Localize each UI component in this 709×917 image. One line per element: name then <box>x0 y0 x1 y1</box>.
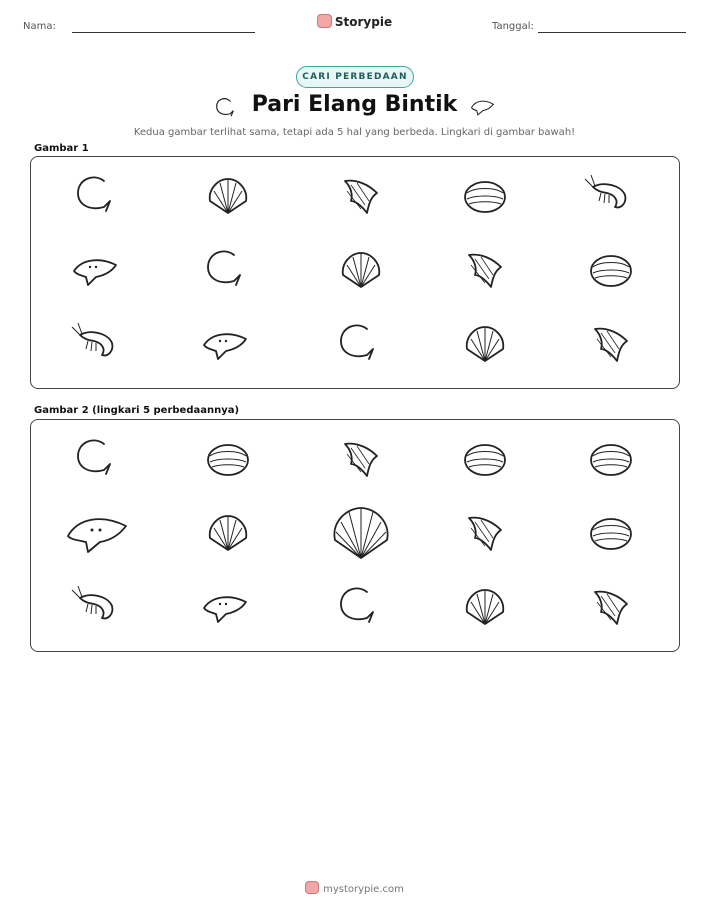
scallop-icon <box>198 171 258 221</box>
clam-icon[interactable] <box>198 434 258 484</box>
ray-icon[interactable] <box>331 434 391 484</box>
clam-icon[interactable] <box>455 434 515 484</box>
brand-name: Storypie <box>334 15 393 29</box>
scallop-icon <box>331 245 391 295</box>
stingray-deco-icon <box>466 94 500 120</box>
date-label: Tanggal: <box>492 21 534 32</box>
scallop-icon <box>455 319 515 369</box>
panel2-label: Gambar 2 (lingkari 5 perbedaannya) <box>34 405 240 416</box>
ray-icon <box>455 245 515 295</box>
name-line[interactable] <box>72 32 255 33</box>
shrimp-icon[interactable] <box>68 582 128 632</box>
clam-icon[interactable] <box>581 508 641 558</box>
hook-icon[interactable] <box>68 434 128 484</box>
ray-icon[interactable] <box>581 582 641 632</box>
hook-icon <box>331 319 391 369</box>
clam-icon <box>455 171 515 221</box>
scallop-icon[interactable] <box>455 582 515 632</box>
scallop-icon[interactable] <box>198 508 258 558</box>
stingray-large-icon[interactable] <box>68 508 128 558</box>
ray-icon <box>581 319 641 369</box>
footer <box>0 881 709 895</box>
brand-logo <box>0 14 709 29</box>
stingray-icon[interactable] <box>198 582 258 632</box>
stingray-icon <box>68 245 128 295</box>
pig-logo-icon <box>317 14 332 28</box>
pig-footer-icon <box>305 881 319 894</box>
page-title: Pari Elang Bintik <box>251 92 458 117</box>
picture-panel-1 <box>30 156 680 389</box>
date-line[interactable] <box>538 32 686 33</box>
footer-site: mystorypie.com <box>323 884 404 895</box>
shrimp-icon <box>68 319 128 369</box>
ray-icon <box>331 171 391 221</box>
category-badge: CARI PERBEDAAN <box>296 66 414 88</box>
stingray-icon <box>198 319 258 369</box>
panel1-label: Gambar 1 <box>34 143 89 154</box>
name-label: Nama: <box>23 21 56 32</box>
scallop-large-icon[interactable] <box>331 508 391 558</box>
picture-panel-2[interactable] <box>30 419 680 652</box>
hook-icon <box>198 245 258 295</box>
shrimp-icon <box>581 171 641 221</box>
ray-icon[interactable] <box>455 508 515 558</box>
clam-icon[interactable] <box>581 434 641 484</box>
instructions: Kedua gambar terlihat sama, tetapi ada 5 hal yang berbeda. Lingkari di gambar bawah! <box>133 127 576 138</box>
hook-icon <box>68 171 128 221</box>
hook-icon[interactable] <box>331 582 391 632</box>
clam-icon <box>581 245 641 295</box>
